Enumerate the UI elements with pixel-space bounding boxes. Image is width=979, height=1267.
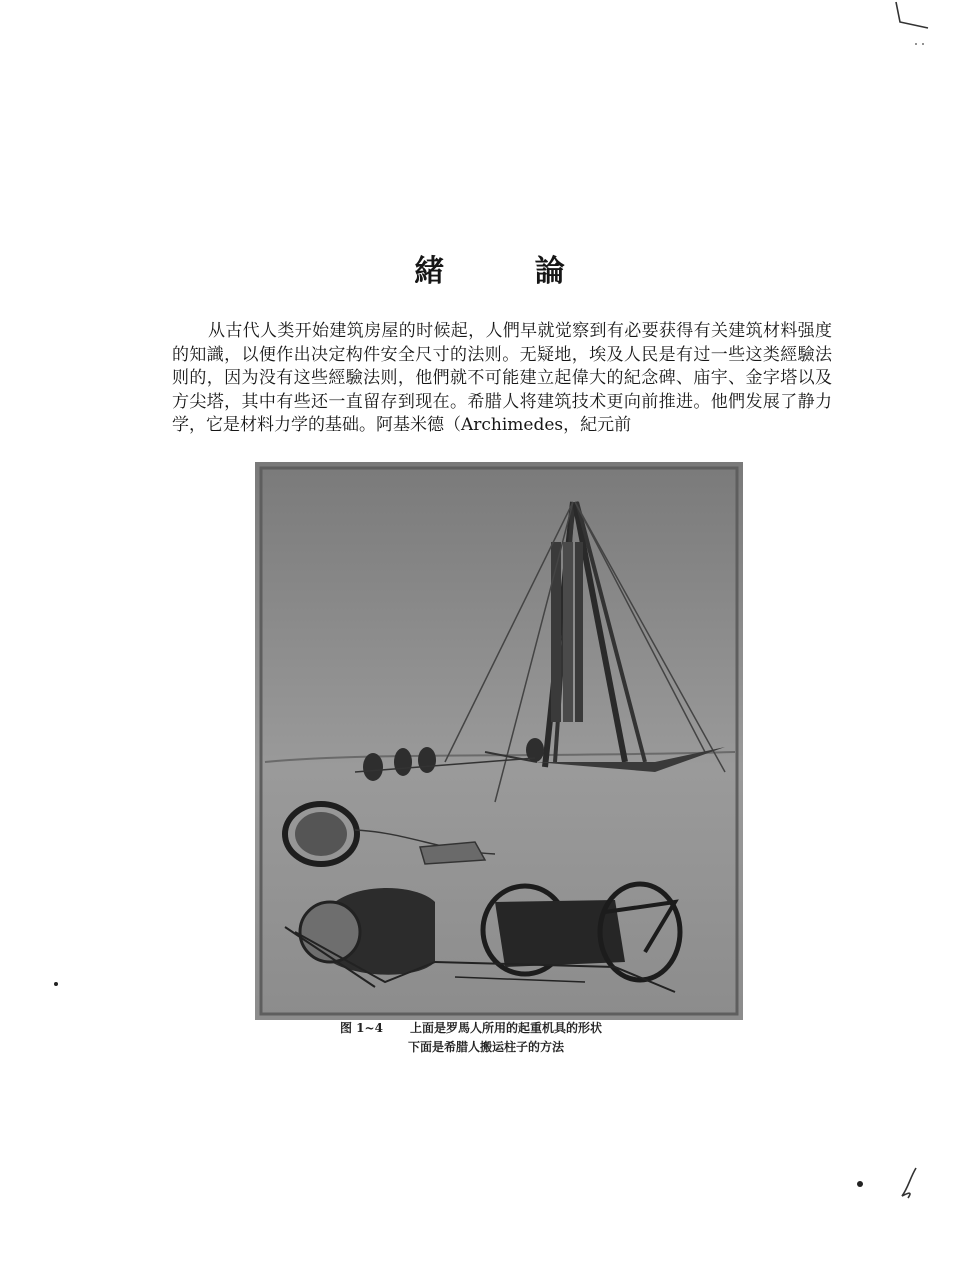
scan-dot-left [52, 980, 60, 988]
figure-caption [340, 1019, 670, 1057]
caption-line-2: 下面是希腊人搬运柱子的方法 [408, 1040, 565, 1054]
scan-mark-bottom-right [850, 1162, 930, 1212]
chapter-title: 緒 論 [414, 254, 605, 289]
crane-illustration [255, 462, 743, 1020]
figure-label: 图 1~4 [340, 1021, 383, 1035]
scan-mark-top-right [888, 0, 948, 60]
caption-line-1: 上面是罗馬人所用的起重机具的形状 [410, 1021, 603, 1035]
paragraph: 从古代人类开始建筑房屋的时候起，人們早就觉察到有必要获得有关建筑材料强度的知識，以便作出决定构件安全尺寸的法则。无疑地，埃及人民是有过一些这类經驗法则的，因为没有这些經驗法则，他們就不可能建立起偉大的紀念碑、庙宇、金字塔以及方尖塔，其中有些还一直留存到现在。希腊人将建筑技术更向前推进。他們发展了静力学，它是材料力学的基础。阿基米德（Archimedes，紀元前 [172, 321, 832, 435]
figure-illustration [255, 462, 743, 1020]
body-text [172, 320, 832, 438]
